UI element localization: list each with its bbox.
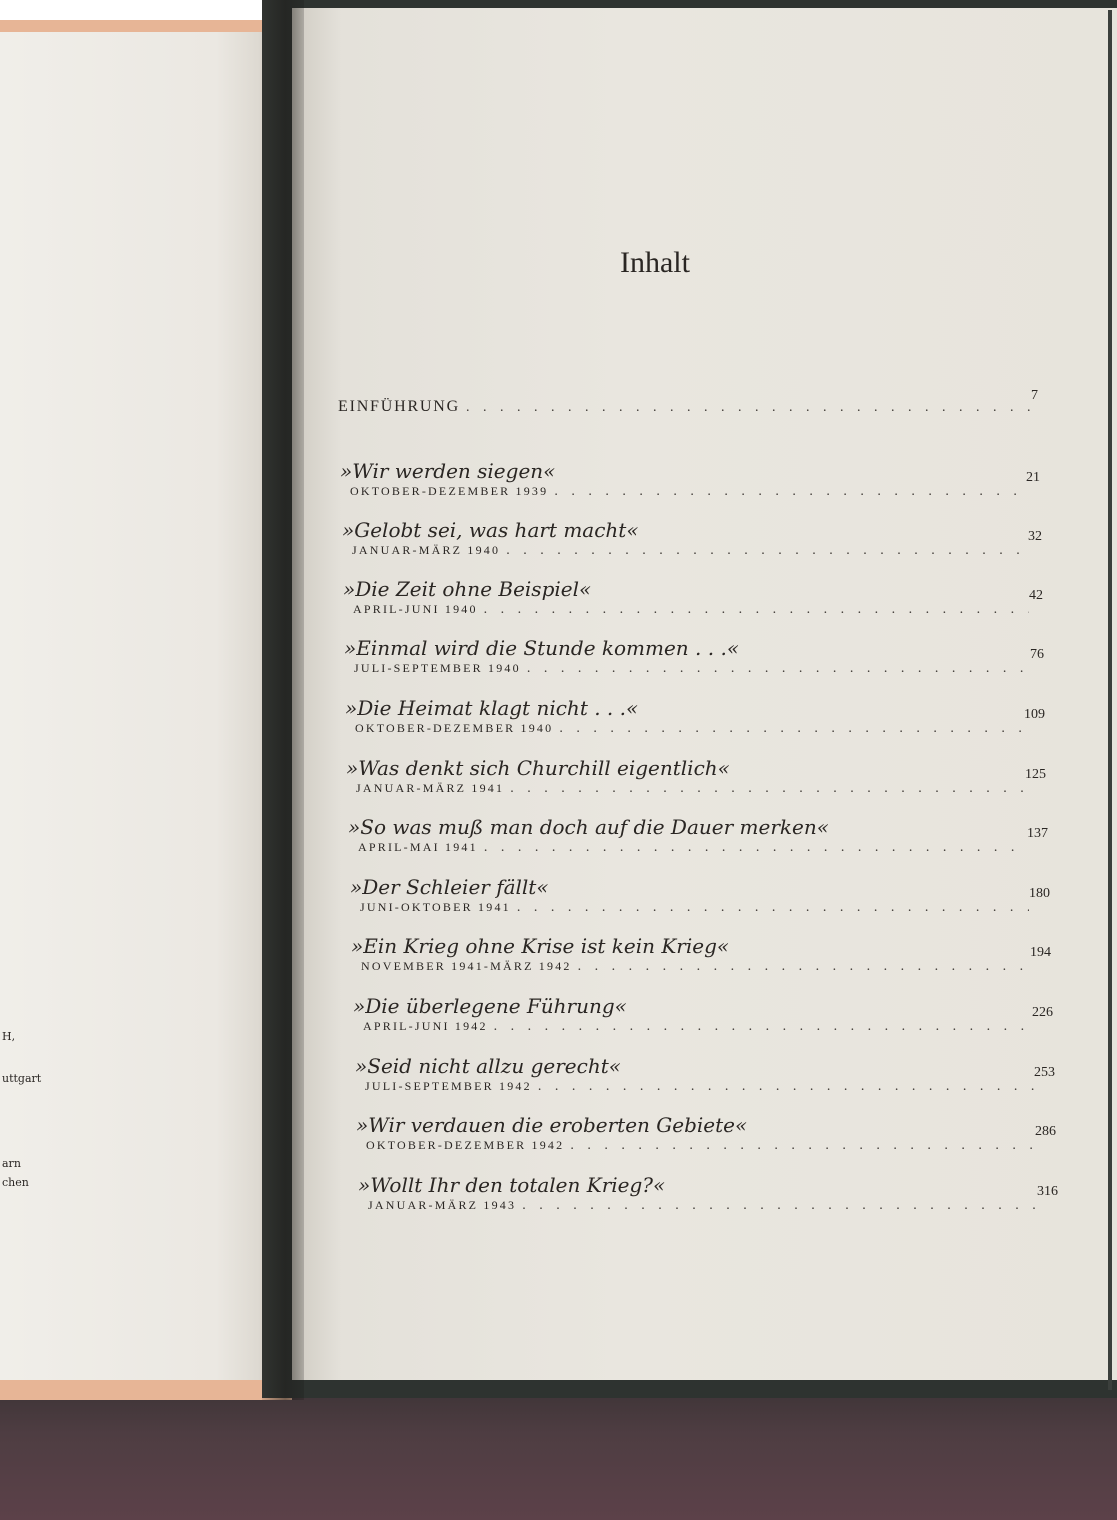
toc-entry-title: »Ein Krieg ohne Krise ist kein Krieg« [351,934,730,958]
toc-entry [345,695,1045,737]
toc-entry-title: »Die Heimat klagt nicht . . .« [345,696,639,720]
toc-entry-dates: OKTOBER-DEZEMBER 1940 [355,721,554,735]
leader-dots [478,602,1029,618]
toc-entry-title: »Einmal wird die Stunde kommen . . .« [344,636,740,660]
leader-dots [553,721,1024,737]
toc-page-number: 226 [1032,1005,1053,1020]
toc-page-number: 109 [1024,707,1045,722]
leader-dots [511,900,1029,916]
toc-entry-dates: JULI-SEPTEMBER 1940 [354,661,521,675]
toc-intro-label: EINFÜHRUNG [338,398,460,415]
toc-entry-title: »Wir verdauen die eroberten Gebiete« [356,1113,748,1137]
leader-dots [564,1138,1035,1154]
toc-entry-title: »Wollt Ihr den totalen Krieg?« [358,1173,666,1197]
toc-entry [346,755,1046,797]
toc-entry-title: »Seid nicht allzu gerecht« [355,1054,621,1078]
leader-dots [504,781,1025,797]
leader-dots [521,661,1030,677]
toc-entry-title: »Die überlegene Führung« [353,994,627,1018]
left-page-fragment: uttgart [2,1072,42,1085]
toc-entry [344,635,1044,677]
toc-entry [358,1172,1058,1214]
toc-entry-dates: OKTOBER-DEZEMBER 1939 [350,484,549,498]
toc-entry-dates: APRIL-JUNI 1942 [363,1019,488,1033]
toc-introduction [338,388,1038,416]
toc-page-number: 7 [1031,388,1038,403]
leader-dots [500,543,1028,559]
toc-entry-title: »Gelobt sei, was hart macht« [342,518,639,542]
left-page-fragment: H, [2,1030,16,1043]
toc-entry-dates: OKTOBER-DEZEMBER 1942 [366,1138,565,1152]
toc-entry-dates: JANUAR-MÄRZ 1941 [356,781,505,795]
toc-entry [356,1112,1056,1154]
toc-entry-dates: JANUAR-MÄRZ 1940 [352,543,501,557]
toc-page-number: 253 [1034,1065,1055,1080]
toc-entry-dates: APRIL-MAI 1941 [358,840,478,854]
toc-page-number: 180 [1029,886,1050,901]
toc-page-number: 42 [1029,588,1043,603]
toc-page-number: 125 [1025,767,1046,782]
leader-dots [460,400,1031,416]
toc-entry-dates: JUNI-OKTOBER 1941 [360,900,511,914]
toc-entry-dates: JANUAR-MÄRZ 1943 [368,1198,517,1212]
leader-dots [516,1198,1037,1214]
toc-page-number: 286 [1035,1124,1056,1139]
left-page-fragment: arn [2,1157,21,1170]
toc-page-number: 21 [1026,470,1040,485]
left-page-fragment: chen [2,1176,29,1189]
leader-dots [548,484,1026,500]
toc-page-number: 194 [1030,945,1051,960]
toc-entry-title: »Was denkt sich Churchill eigentlich« [346,756,730,780]
toc-entry [353,993,1053,1035]
toc-entry [340,458,1040,500]
toc-entry-title: »So was muß man doch auf die Dauer merken« [348,815,829,839]
toc-page-number: 316 [1037,1184,1058,1199]
toc-entry [343,576,1043,618]
toc-page-number: 76 [1030,647,1044,662]
toc-entry [355,1053,1055,1095]
leader-dots [488,1019,1032,1035]
toc-page-number: 32 [1028,529,1042,544]
toc-heading: Inhalt [620,246,690,279]
toc-entry-title: »Die Zeit ohne Beispiel« [343,577,592,601]
toc-entry-dates: JULI-SEPTEMBER 1942 [365,1079,532,1093]
toc-entry [348,814,1048,856]
toc-page-number: 137 [1027,826,1048,841]
toc-entry-dates: APRIL-JUNI 1940 [353,602,478,616]
toc-entry-title: »Wir werden siegen« [340,459,556,483]
toc-entry-title: »Der Schleier fällt« [350,875,549,899]
toc-entry-dates: NOVEMBER 1941-MÄRZ 1942 [361,959,572,973]
toc-entry [351,933,1051,975]
leader-dots [532,1079,1034,1095]
toc-entry [350,874,1050,916]
leader-dots [572,959,1030,975]
toc-entry [342,517,1042,559]
leader-dots [478,840,1027,856]
